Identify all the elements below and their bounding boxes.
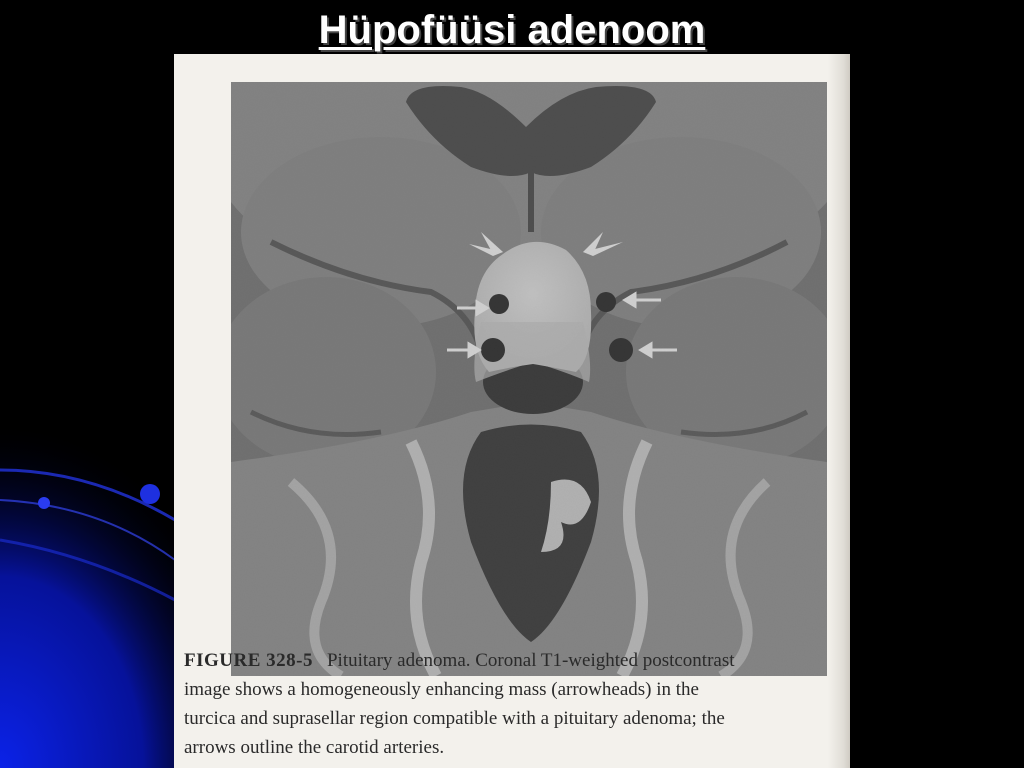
textbook-figure-page xyxy=(174,54,850,768)
caption-line-1 xyxy=(184,646,834,675)
slide-title: Hüpofüüsi adenoom xyxy=(318,8,706,52)
caption-text-1: Pituitary adenoma. Coronal T1-weighted postcontrast xyxy=(326,650,735,671)
caption-line-4: arrows outline the carotid arteries. xyxy=(184,737,445,758)
figure-label: FIGURE 328-5 xyxy=(184,650,313,671)
mri-coronal-image xyxy=(231,82,827,676)
caption-line-2: image shows a homogeneously enhancing mass (arrowheads) in the xyxy=(184,679,699,700)
caption-line-3: turcica and suprasellar region compatible with a pituitary adenoma; the xyxy=(184,708,725,729)
figure-caption xyxy=(184,646,834,762)
